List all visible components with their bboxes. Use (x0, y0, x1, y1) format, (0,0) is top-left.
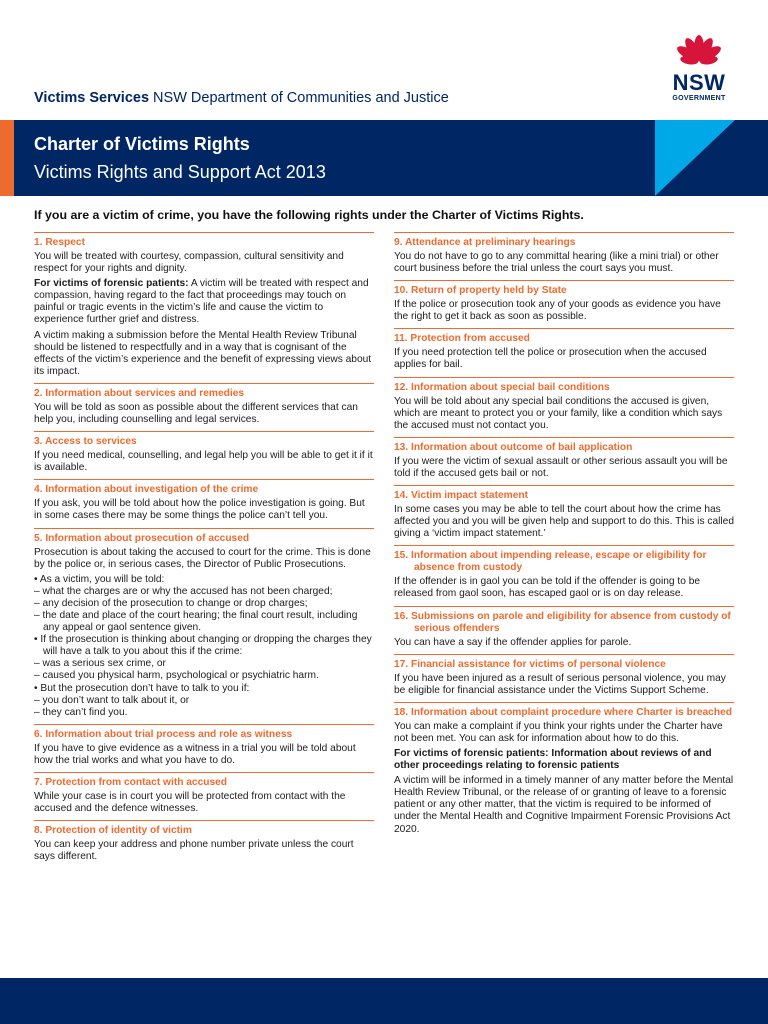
section-title: 7. Protection from contact with accused (34, 777, 228, 788)
section-text: You will be treated with courtesy, compassion, cultural sensitivity and respect for your rights and dignity. (34, 251, 344, 275)
waratah-icon (664, 30, 734, 70)
right-16-parole-submissions (394, 606, 734, 649)
right-8-protection-identity (34, 820, 374, 863)
dash-item: – was a serious sex crime, or (34, 658, 166, 670)
right-15-impending-release (394, 545, 734, 600)
section-text: You can keep your address and phone number private unless the court says different. (34, 839, 354, 863)
section-title: 11. Protection from accused (394, 333, 530, 345)
forensic-subheading: For victims of forensic patients: Information about reviews of and other proceedings relating to forensic patients (394, 747, 712, 772)
right-14-impact-statement (394, 485, 734, 540)
right-10-return-property (394, 280, 734, 323)
logo-government-text: GOVERNMENT (672, 95, 726, 102)
section-text: If you need protection tell the police or prosecution when the accused applies for bail. (394, 347, 707, 371)
right-1-respect (34, 232, 374, 378)
section-title: 9. Attendance at preliminary hearings (394, 237, 576, 248)
bullet-item: • If the prosecution is thinking about changing or dropping the charges they will have a talk to you about this if the crime: (34, 634, 372, 658)
section-text: A victim making a submission before the Mental Health Review Tribunal should be listened to respectfully and in a way that is cognisant of the effects of the victim’s experience and the benefit of expressing views about its impact. (34, 329, 372, 377)
title-banner (0, 120, 768, 196)
dash-item: – what the charges are or why the accused has not been charged; (34, 585, 333, 597)
right-12-bail-conditions (394, 377, 734, 432)
section-title: 18. Information about complaint procedure where Charter is breached (394, 706, 732, 718)
intro-statement: If you are a victim of crime, you have the following rights under the Charter of Victims Rights. (34, 208, 584, 222)
right-4-investigation (34, 479, 374, 522)
logo-nsw-text: NSW (672, 70, 726, 95)
section-title: 3. Access to services (34, 436, 137, 448)
dash-item: – caused you physical harm, psychological or psychiatric harm. (34, 670, 319, 682)
section-text: In some cases you may be able to tell the court about how the crime has affected you and you will be given help and support to do this. This is called giving a ‘victim impact statement.’ (394, 504, 734, 540)
section-text: Prosecution is about taking the accused to court for the crime. This is done by the police or, in serious cases, the Director of Public Prosecutions. (34, 546, 371, 570)
dash-item: – any decision of the prosecution to change or drop charges; (34, 597, 308, 609)
section-title: 15. Information about impending release, escape or eligibility for absence from custody (394, 550, 707, 574)
section-title: 12. Information about special bail conditions (394, 381, 610, 393)
section-text: If you ask, you will be told about how the police investigation is going. But in some cases there may be some things the police can’t tell you. (34, 498, 365, 522)
section-text: If you need medical, counselling, and legal help you will be able to get it if it is available. (34, 450, 373, 474)
banner-title: Charter of Victims Rights (34, 134, 250, 154)
section-title: 6. Information about trial process and role as witness (34, 728, 293, 740)
section-text: While your case is in court you will be protected from contact with the accused and the defence witnesses. (34, 791, 346, 815)
agency-line (34, 90, 449, 106)
section-text (34, 278, 374, 326)
banner-subtitle: Victims Rights and Support Act 2013 (34, 162, 326, 182)
section-title: 17. Financial assistance for victims of personal violence (394, 658, 666, 670)
left-column (34, 232, 374, 868)
section-text: You do not have to go to any committal hearing (like a mini trial) or other court business before the trial unless the court says you must. (394, 251, 719, 275)
section-title: 4. Information about investigation of the crime (34, 484, 259, 496)
forensic-text: A victim will be treated with respect and compassion, having regard to the fact that proceedings may touch on painful or tragic events in the victim’s life and cause the victim to experience further grief and distress. (34, 278, 369, 326)
banner-blue-triangle (655, 120, 768, 196)
section-title: 8. Protection of identity of victim (34, 825, 192, 837)
section-text: If the offender is in gaol you can be told if the offender is going to be released from gaol soon, has escaped gaol or is on day release. (394, 576, 701, 600)
section-text: You will be told as soon as possible about the different services that can help you, including counselling and legal services. (34, 401, 358, 426)
department-name: NSW Department of Communities and Justice (153, 90, 449, 106)
right-13-bail-outcome (394, 437, 734, 480)
section-title: 13. Information about outcome of bail application (394, 441, 633, 453)
section-text: If you were the victim of sexual assault or other serious assault you will be told if the accused gets bail or not. (394, 455, 728, 479)
dash-item: – the date and place of the court hearing; the final court result, including any appeal or gaol sentence given. (34, 609, 358, 634)
section-text: You can have a say if the offender applies for parole. (394, 636, 632, 648)
right-18-complaint-procedure (394, 702, 734, 836)
right-9-preliminary-hearings (394, 232, 734, 275)
agency-name: Victims Services (34, 90, 150, 106)
right-5-prosecution (34, 528, 374, 719)
section-text: If you have been injured as a result of serious personal violence, you may be eligible for financial assistance under the Victims Support Scheme. (394, 672, 726, 696)
banner-orange-accent (0, 120, 14, 196)
right-2-services-remedies (34, 383, 374, 426)
bullet-item: • But the prosecution don’t have to talk to you if: (34, 682, 250, 694)
section-text: A victim will be informed in a timely manner of any matter before the Mental Health Review Tribunal, or the release of or granting of leave to a forensic patient or any other matter, that the victim is required to be informed of under the Mental Health and Cognitive Impairment Forensic Provisions Act 2020. (394, 775, 734, 835)
right-3-access-services (34, 431, 374, 474)
section-text: You can make a complaint if you think your rights under the Charter have not been met. You can ask for information about how to do this. (394, 720, 723, 744)
dash-item: – you don’t want to talk about it, or (34, 694, 190, 706)
section-text: If you have to give evidence as a witness in a trial you will be told about how the trial works and what you have to do. (34, 742, 356, 766)
right-7-protection-contact (34, 772, 374, 815)
nsw-government-logo (664, 30, 734, 105)
section-text: You will be told about any special bail conditions the accused is given, which are meant to protect you or your family, like a condition which says the accused must not contact you. (394, 395, 723, 431)
section-title: 1. Respect (34, 237, 85, 248)
section-text: If the police or prosecution took any of your goods as evidence you have the right to get it back as soon as possible. (394, 299, 721, 323)
section-title: 16. Submissions on parole and eligibility for absence from custody of serious offenders (394, 610, 731, 634)
forensic-label: For victims of forensic patients: (34, 278, 189, 290)
right-17-financial-assistance (394, 654, 734, 697)
section-title: 5. Information about prosecution of accused (34, 532, 250, 544)
dash-item: – they can’t find you. (34, 706, 128, 718)
footer-bar (0, 978, 768, 1024)
section-title: 14. Victim impact statement (394, 490, 528, 502)
section-title: 10. Return of property held by State (394, 285, 567, 297)
section-title: 2. Information about services and remedies (34, 387, 245, 399)
right-11-protection-accused (394, 328, 734, 371)
right-column (394, 232, 734, 841)
right-6-trial-process (34, 724, 374, 767)
bullet-item: • As a victim, you will be told: (34, 573, 165, 585)
